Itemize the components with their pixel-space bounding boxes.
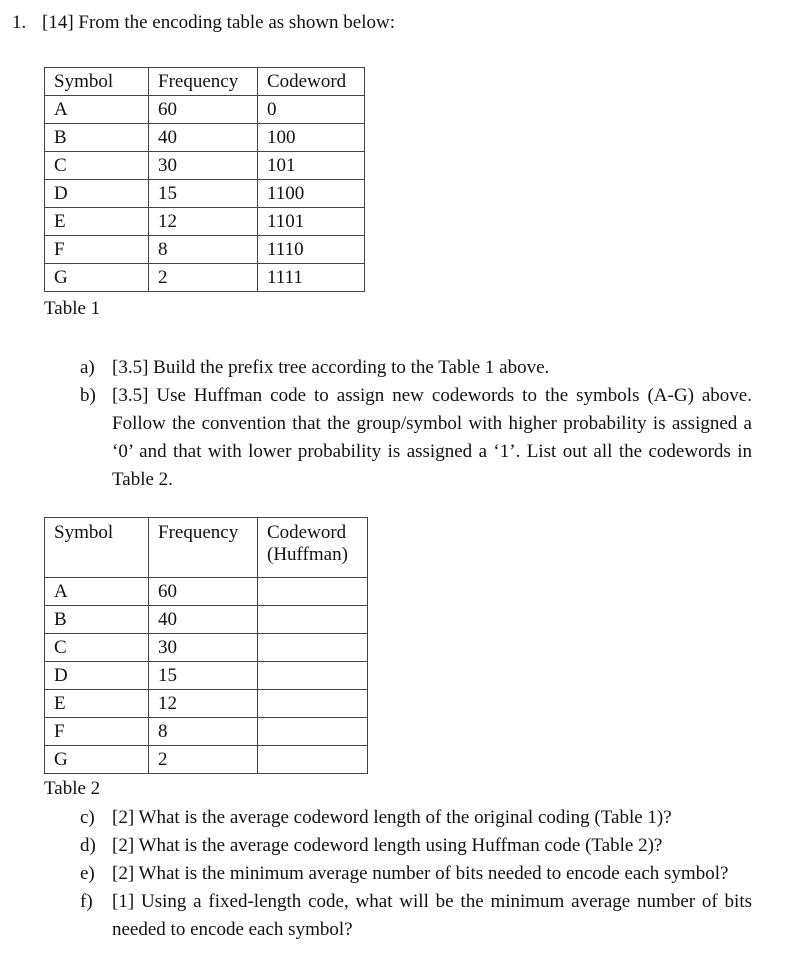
table-row [45, 578, 368, 606]
table-cell: 30 [149, 634, 258, 662]
table-cell: 15 [149, 662, 258, 690]
table-cell: E [45, 208, 149, 236]
column-header: Codeword [258, 68, 365, 96]
table-cell: 1111 [258, 264, 365, 292]
table-row [45, 746, 368, 774]
question-part [80, 354, 752, 382]
table-cell [258, 662, 368, 690]
part-label: f) [80, 891, 93, 912]
table-cell: 1101 [258, 208, 365, 236]
table-cell: 2 [149, 746, 258, 774]
table-cell: D [45, 662, 149, 690]
table-cell: D [45, 180, 149, 208]
table-cell: 100 [258, 124, 365, 152]
table-header-row [45, 68, 365, 96]
table-cell [258, 690, 368, 718]
part-label: d) [80, 835, 96, 856]
table-cell: C [45, 152, 149, 180]
part-text: [2] What is the average codeword length of the original coding (Table 1)? [112, 807, 672, 828]
table-cell: 12 [149, 208, 258, 236]
question-part [80, 888, 752, 944]
table-2-caption: Table 2 [44, 778, 101, 799]
questions-a-b [80, 354, 752, 494]
table-row [45, 96, 365, 124]
table-cell [258, 634, 368, 662]
table-row [45, 208, 365, 236]
table-cell [258, 718, 368, 746]
table-cell: E [45, 690, 149, 718]
table-cell [258, 606, 368, 634]
table-row [45, 606, 368, 634]
part-text: [3.5] Use Huffman code to assign new codewords to the symbols (A-G) above. Follow the convention that the group/symbol with higher probability is assigned a ‘0’ and that with lower probability is assigned a ‘1’. List out all the codewords in Table 2. [112, 385, 752, 490]
part-label: c) [80, 807, 95, 828]
column-header: Frequency [149, 68, 258, 96]
table-cell: 1110 [258, 236, 365, 264]
table-cell: C [45, 634, 149, 662]
table-cell: 40 [149, 124, 258, 152]
part-text: [2] What is the average codeword length using Huffman code (Table 2)? [112, 835, 663, 856]
table-row [45, 180, 365, 208]
questions-c-f [80, 804, 752, 944]
table-cell: F [45, 236, 149, 264]
question-heading [12, 12, 395, 34]
part-text: [2] What is the minimum average number of bits needed to encode each symbol? [112, 863, 729, 884]
table-cell: 8 [149, 236, 258, 264]
question-title: [14] From the encoding table as shown below: [42, 12, 396, 33]
table-cell [258, 746, 368, 774]
column-header: Codeword (Huffman) [258, 518, 368, 578]
table-cell: 12 [149, 690, 258, 718]
column-header: Symbol [45, 68, 149, 96]
table-cell [258, 578, 368, 606]
table-cell: 15 [149, 180, 258, 208]
table-cell: F [45, 718, 149, 746]
column-header: Symbol [45, 518, 149, 578]
table-cell: A [45, 578, 149, 606]
table-cell: 8 [149, 718, 258, 746]
table-cell: 1100 [258, 180, 365, 208]
question-part [80, 382, 752, 494]
table-1-caption: Table 1 [44, 298, 101, 319]
table-row [45, 264, 365, 292]
table-row [45, 124, 365, 152]
table-cell: 40 [149, 606, 258, 634]
encoding-table-1 [44, 67, 365, 292]
table-row [45, 152, 365, 180]
table-cell: 60 [149, 96, 258, 124]
huffman-table-2 [44, 517, 368, 774]
table-cell: 101 [258, 152, 365, 180]
table-row [45, 718, 368, 746]
table-cell: G [45, 264, 149, 292]
table-row [45, 662, 368, 690]
table-row [45, 690, 368, 718]
table-cell: B [45, 124, 149, 152]
part-label: a) [80, 357, 95, 378]
table-cell: 30 [149, 152, 258, 180]
table-cell: 0 [258, 96, 365, 124]
question-number: 1. [12, 12, 27, 33]
question-part [80, 832, 752, 860]
part-label: e) [80, 863, 95, 884]
question-part [80, 860, 752, 888]
part-text: [1] Using a fixed-length code, what will be the minimum average number of bits needed to encode each symbol? [112, 891, 752, 940]
table-cell: 60 [149, 578, 258, 606]
table-cell: G [45, 746, 149, 774]
table-row [45, 236, 365, 264]
table-cell: B [45, 606, 149, 634]
question-part [80, 804, 752, 832]
part-text: [3.5] Build the prefix tree according to the Table 1 above. [112, 357, 550, 378]
table-cell: A [45, 96, 149, 124]
column-header: Frequency [149, 518, 258, 578]
table-cell: 2 [149, 264, 258, 292]
part-label: b) [80, 385, 96, 406]
table-row [45, 634, 368, 662]
table-header-row [45, 518, 368, 578]
